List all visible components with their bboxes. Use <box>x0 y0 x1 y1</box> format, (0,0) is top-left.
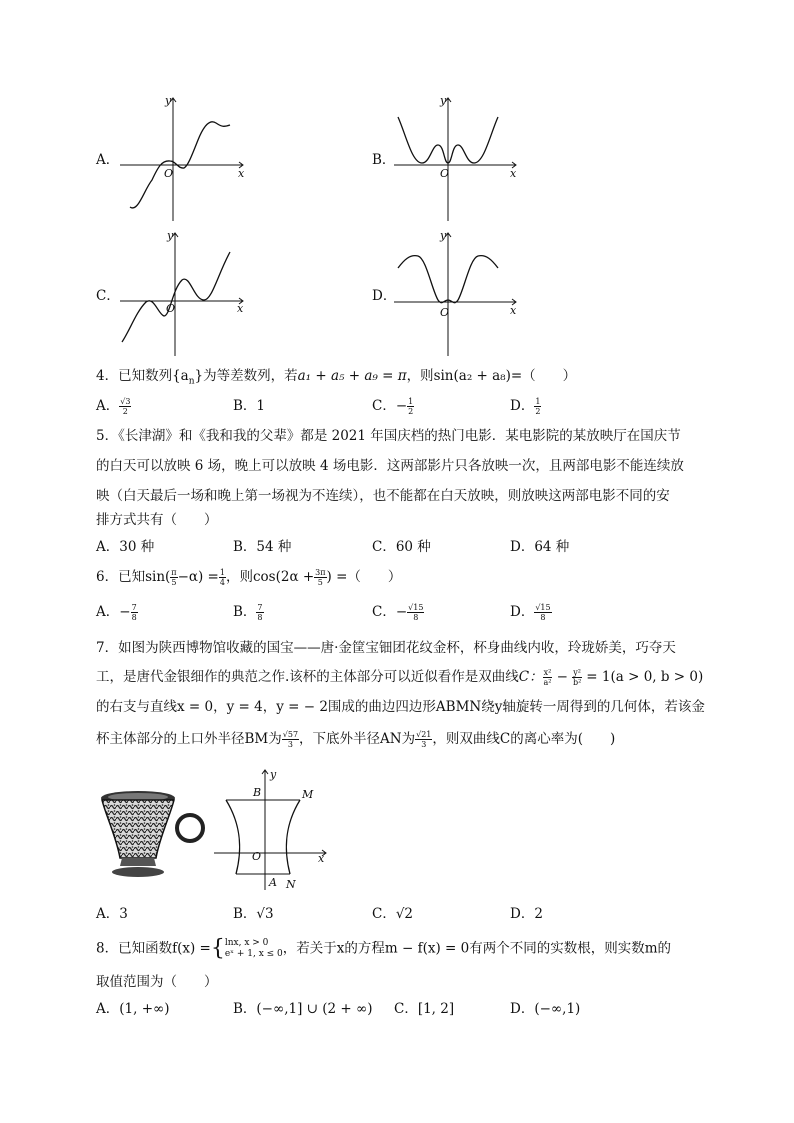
x-axis-label: x <box>238 167 245 180</box>
q6-stem: 6．已知sin( $\frac{\pi}{5}$ −α) = $\frac{1}{4}$ ，则cos(2α + $\frac{3\pi}{5}$ ) =（ ） <box>96 568 402 587</box>
svg-text:O: O <box>252 850 262 863</box>
q5-stem-line-2: 的白天可以放映 6 场，晚上可以放映 4 场电影．这两部影片只各放映一次，且两部电影不能连续放 <box>96 458 684 474</box>
q5-stem-line-1: 5．《长津湖》和《我和我的父辈》都是 2021 年国庆档的热门电影．某电影院的某放映厅在国庆节 <box>96 428 681 444</box>
q4-option-b[interactable]: B．1 <box>233 398 266 414</box>
q6-option-d[interactable]: D． $\frac{√15}{8}$ <box>510 603 551 622</box>
origin-label: O <box>440 306 450 319</box>
q4-option-d[interactable]: D． $\frac{1}{2}$ <box>510 397 541 416</box>
x-axis-label: x <box>510 167 517 180</box>
q7-option-a[interactable]: A．3 <box>96 906 128 922</box>
q5-option-d[interactable]: D．64 种 <box>510 539 570 555</box>
svg-text:M: M <box>302 788 314 801</box>
q6-option-a[interactable]: A．− $\frac{7}{8}$ <box>96 603 137 622</box>
x-axis-label: x <box>237 302 244 315</box>
y-axis-label: y <box>165 95 172 107</box>
svg-text:y: y <box>270 768 277 781</box>
graph-option-b <box>392 95 522 223</box>
graph-option-a <box>118 95 248 223</box>
q5-stem-line-4: 排方式共有（ ） <box>96 512 218 528</box>
q5-option-b[interactable]: B．54 种 <box>233 539 292 555</box>
q4-option-a[interactable]: A． $\frac{√3}{2}$ <box>96 397 131 416</box>
svg-text:N: N <box>286 878 296 891</box>
q7-option-b[interactable]: B．√3 <box>233 906 274 922</box>
svg-text:B: B <box>253 786 262 799</box>
svg-text:A: A <box>269 876 277 889</box>
q8-stem-line-2: 取值范围为（ ） <box>96 974 218 990</box>
y-axis-label: y <box>167 230 174 242</box>
q7-stem-line-4: 杯主体部分的上口外半径BM为 $\frac{√57}{3}$ ，下底外半径AN为 $\frac{√21}{3}$ ，则双曲线C的离心率为( ) <box>96 730 616 749</box>
left-branch <box>226 800 240 874</box>
q5-option-c[interactable]: C．60 种 <box>372 539 431 555</box>
q7-option-d[interactable]: D．2 <box>510 906 543 922</box>
q8-option-b[interactable]: B．(−∞,1] ∪ (2 + ∞) <box>233 1001 373 1017</box>
graph-option-a-label: A． <box>96 152 120 168</box>
q4-stem: 4．已知数列$\{a_n\}$为等差数列，若a₁ + a₅ + a₉ = π，则sin(a₂ + a₈)=（ ） <box>96 368 577 387</box>
x-axis-label: x <box>510 304 517 317</box>
q7-stem-line-2: 工，是唐代金银细作的典范之作.该杯的主体部分可以近似看作是双曲线C： $\frac{\text{x²}}{\text{a²}}$ − $\frac{\text{y²}}{\text{b²}}$ = 1(a > 0, b > 0) <box>96 668 704 687</box>
gold-cup-image <box>98 786 210 890</box>
graph-option-c <box>118 230 248 358</box>
q5-stem-line-3: 映（白天最后一场和晚上第一场视为不连续），也不能都在白天放映，则放映这两部电影不同的安 <box>96 488 670 504</box>
origin-label: O <box>166 302 176 315</box>
q7-option-c[interactable]: C．√2 <box>372 906 414 922</box>
origin-label: O <box>164 167 174 180</box>
right-branch <box>286 800 300 874</box>
y-axis-label: y <box>440 230 447 242</box>
graph-option-b-label: B． <box>372 152 396 168</box>
y-axis-label: y <box>440 95 447 107</box>
hyperbola-figure <box>214 766 344 896</box>
q5-option-a[interactable]: A．30 种 <box>96 539 155 555</box>
curve-c <box>122 252 230 342</box>
q4-option-c[interactable]: C．− $\frac{1}{2}$ <box>372 397 414 416</box>
q6-option-b[interactable]: B． $\frac{7}{8}$ <box>233 603 263 622</box>
svg-text:x: x <box>318 852 325 865</box>
q7-stem-line-1: 7．如图为陕西博物馆收藏的国宝——唐·金筐宝钿团花纹金杯，杯身曲线内收，玲珑娇美，巧夺天 <box>96 640 676 656</box>
graph-option-d <box>392 230 522 358</box>
origin-label: O <box>440 167 450 180</box>
graph-option-c-label: C． <box>96 288 120 304</box>
graph-option-d-label: D． <box>372 288 397 304</box>
q7-stem-line-3: 的右支与直线x = 0，y = 4，y = − 2围成的曲边四边形ABMN绕y轴旋转一周得到的几何体，若该金 <box>96 699 705 715</box>
q8-stem-line-1: 8．已知函数f(x) ={ lnx, x > 0 eˣ + 1, x ≤ 0 ，若关于x的方程m − f(x) = 0有两个不同的实数根，则实数m的 <box>96 936 672 961</box>
q6-option-c[interactable]: C．− $\frac{√15}{8}$ <box>372 603 424 622</box>
q8-option-a[interactable]: A．(1, +∞) <box>96 1001 170 1017</box>
q8-option-c[interactable]: C．[1, 2] <box>394 1001 455 1017</box>
q8-option-d[interactable]: D．(−∞,1) <box>510 1001 581 1017</box>
